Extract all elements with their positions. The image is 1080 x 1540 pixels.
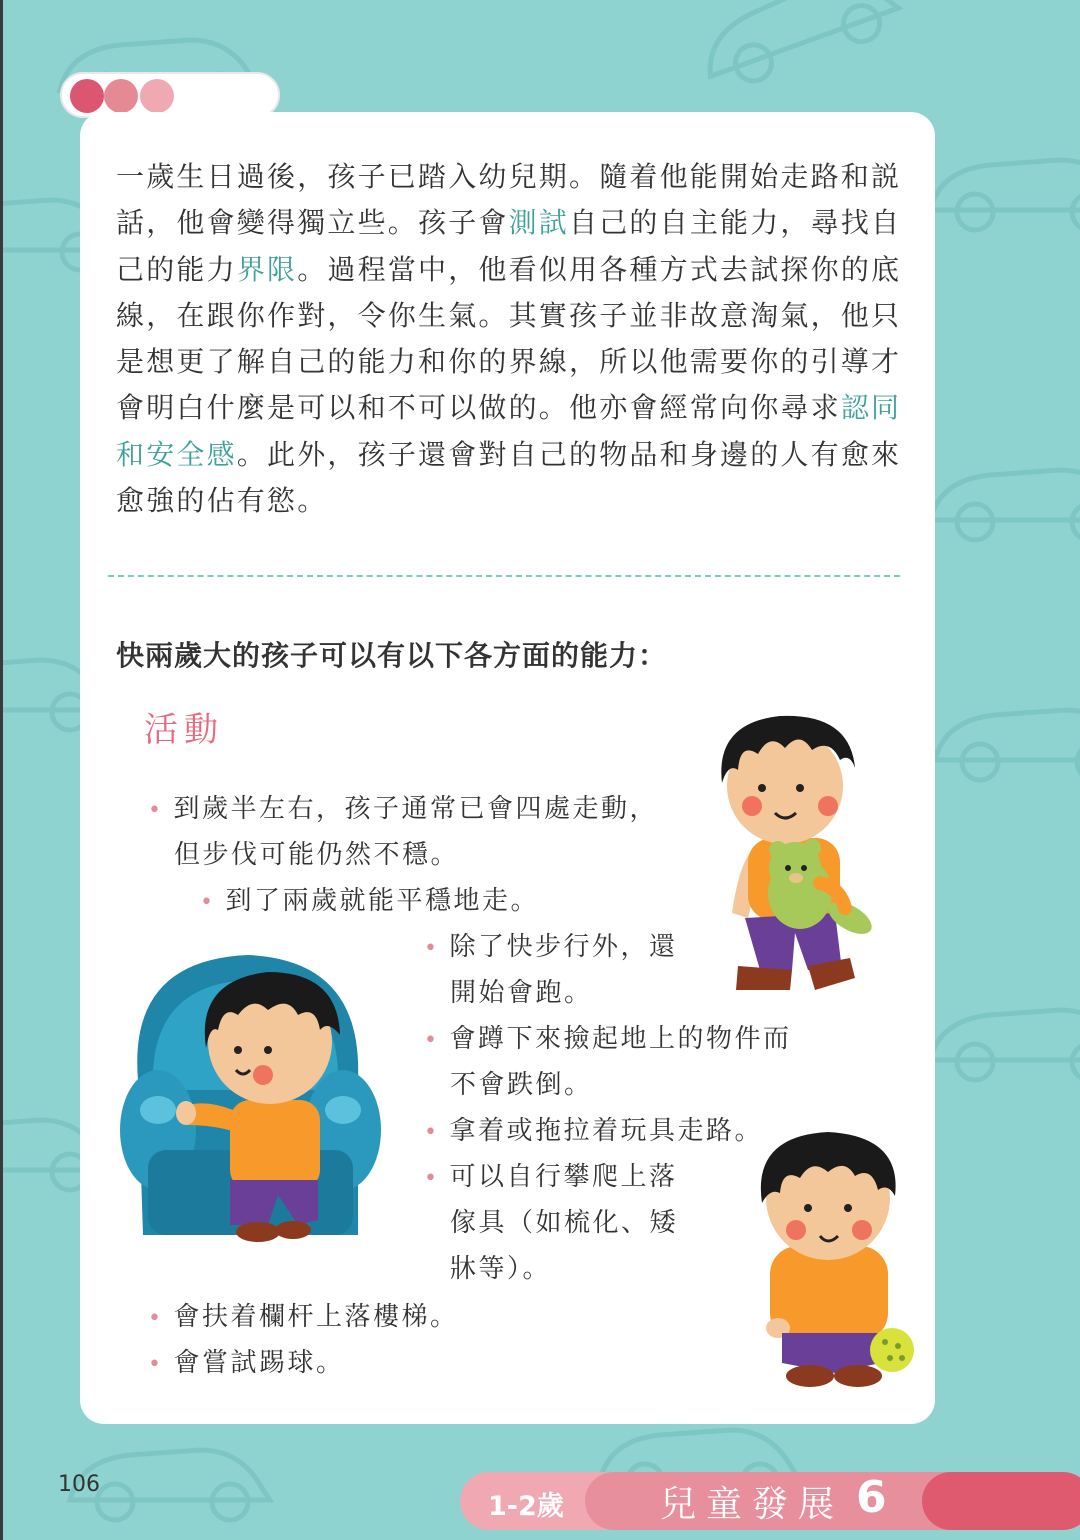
bullet-item-cont xyxy=(450,1248,551,1285)
bullet-icon: • xyxy=(424,936,440,961)
bullet-item xyxy=(200,880,539,917)
dot-icon xyxy=(140,79,174,113)
bullet-text: 不會跌倒。 xyxy=(450,1070,593,1100)
boy-with-teddy-illustration xyxy=(700,708,885,998)
bullet-text: 拿着或拖拉着玩具走路。 xyxy=(449,1116,763,1146)
bullet-text: 開始會跑。 xyxy=(450,978,593,1008)
bullet-item xyxy=(424,1110,763,1147)
page-number: 106 xyxy=(58,1472,100,1497)
bullet-text: 但步伐可能仍然不穩。 xyxy=(174,840,460,870)
intro-text: 。此外，孩子還會對自己的物品和身邊的人有愈來愈強的佔有慾。 xyxy=(116,437,902,518)
highlight-test: 測試 xyxy=(508,206,570,240)
bullet-text: 傢具（如梳化、矮 xyxy=(450,1208,679,1238)
bullet-text: 牀等）。 xyxy=(450,1254,552,1284)
bullet-item xyxy=(424,926,678,963)
bullet-icon: • xyxy=(148,798,164,823)
bullet-item xyxy=(148,788,658,825)
dashed-divider xyxy=(108,575,900,577)
bullet-item-cont xyxy=(174,834,459,871)
intro-paragraph xyxy=(116,154,906,524)
bullet-icon: • xyxy=(424,1120,440,1145)
bullet-icon: • xyxy=(424,1166,440,1191)
bullet-text: 除了快步行外，還 xyxy=(449,932,678,962)
bullet-icon: • xyxy=(200,890,216,915)
bullet-item-cont xyxy=(450,1202,678,1239)
highlight-limits: 界限 xyxy=(236,252,298,286)
bullet-text: 會扶着欄杆上落樓梯。 xyxy=(173,1302,459,1332)
section-title-activity: 活動 xyxy=(144,710,224,750)
dot-icon xyxy=(70,79,104,113)
bullet-item xyxy=(148,1342,345,1379)
bullet-icon: • xyxy=(148,1306,164,1331)
bullet-text: 會嘗試踢球。 xyxy=(173,1348,345,1378)
chapter-number: 6 xyxy=(856,1472,887,1523)
bullet-icon: • xyxy=(148,1352,164,1377)
age-label: 1-2歲 xyxy=(488,1491,564,1522)
bullet-text: 到了兩歲就能平穩地走。 xyxy=(225,886,539,916)
boy-sitting-with-ball-illustration xyxy=(740,1128,920,1390)
abilities-heading: 快兩歲大的孩子可以有以下各方面的能力： xyxy=(116,639,668,672)
intro-text: 自己的自主能力，尋找自己的能力 xyxy=(116,206,902,286)
bullet-text: 會蹲下來撿起地上的物件而 xyxy=(449,1024,792,1054)
boy-climbing-armchair-illustration xyxy=(118,950,383,1255)
bullet-item xyxy=(148,1296,459,1333)
bullet-icon: • xyxy=(424,1028,440,1053)
bullet-text: 可以自行攀爬上落 xyxy=(449,1162,678,1192)
bullet-item-cont xyxy=(450,972,593,1009)
bullet-item-cont xyxy=(450,1064,593,1101)
bullet-text: 到歲半左右，孩子通常已會四處走動， xyxy=(173,794,658,824)
page-edge xyxy=(0,0,3,1540)
intro-text: 一歲生日過後，孩子已踏入幼兒期。隨着他能開始走路和説話，他會變得獨立些。孩子會 xyxy=(116,160,902,240)
bullet-item xyxy=(424,1156,678,1193)
intro-text: 。過程當中，他看似用各種方式去試探你的底線，在跟你作對，令你生氣。其實孩子並非故意淘氣，他只是想更了解自己的能力和你的界線，所以他需要你的引導才會明白什麼是可以和不可以做的。他亦會經常向你尋求 xyxy=(116,252,902,425)
end-pill xyxy=(922,1472,1080,1530)
dot-icon xyxy=(104,79,138,113)
highlight-security: 認同和安全感 xyxy=(116,391,902,471)
chapter-title: 兒童發展 xyxy=(660,1484,845,1525)
bullet-item xyxy=(424,1018,792,1055)
